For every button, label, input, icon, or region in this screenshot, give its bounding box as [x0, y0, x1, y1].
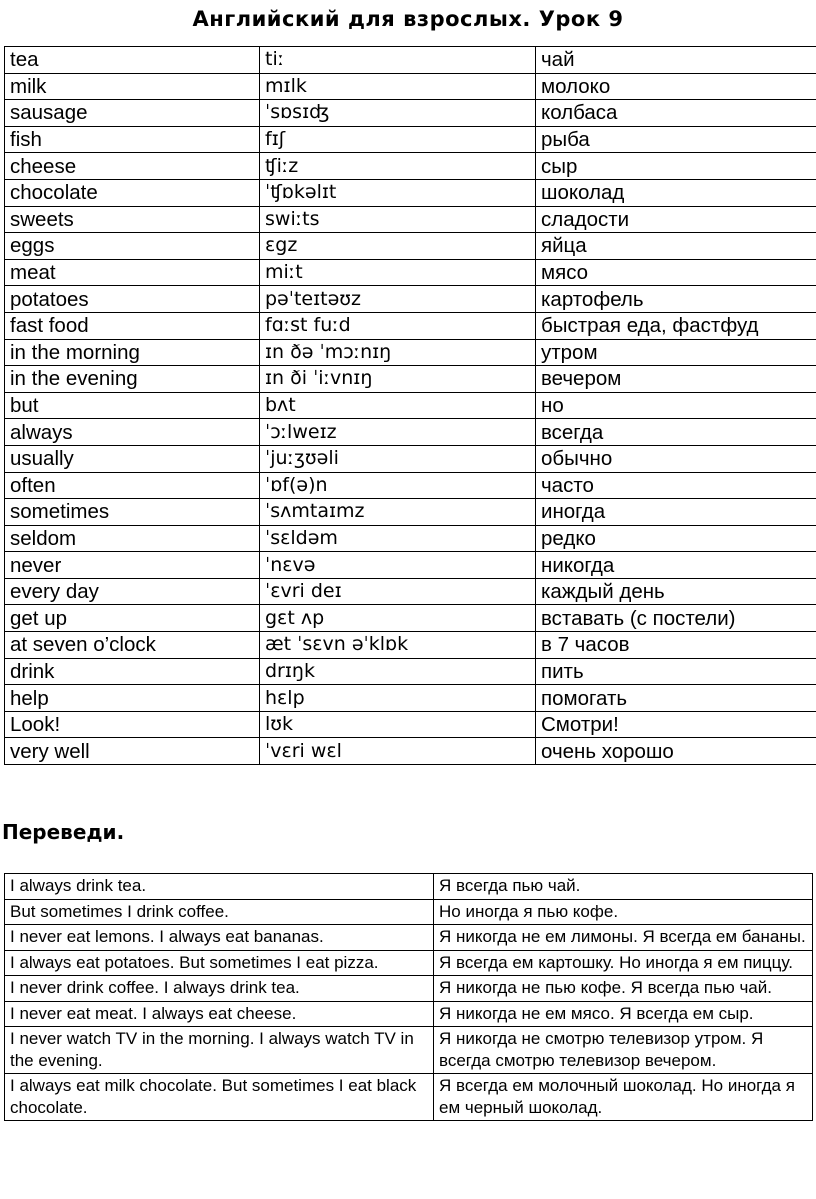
- vocab-english: sometimes: [5, 499, 260, 526]
- vocab-transcription: ˈsɒsɪʤ: [260, 100, 536, 127]
- vocab-russian: обычно: [536, 445, 816, 472]
- vocab-russian: шоколад: [536, 179, 816, 206]
- vocab-english: sausage: [5, 100, 260, 127]
- vocab-transcription: ˈɛvri deɪ: [260, 578, 536, 605]
- vocab-russian: редко: [536, 525, 816, 552]
- sentence-russian: Я никогда не ем лимоны. Я всегда ем бананы.: [434, 925, 813, 951]
- vocab-transcription: ʧiːz: [260, 153, 536, 180]
- vocab-russian: вечером: [536, 366, 816, 393]
- vocab-row: [5, 100, 816, 127]
- vocab-row: [5, 366, 816, 393]
- vocab-russian: Смотри!: [536, 711, 816, 738]
- vocab-transcription: ˈʧɒkəlɪt: [260, 179, 536, 206]
- sentence-russian: Я всегда ем картошку. Но иногда я ем пиццу.: [434, 950, 813, 976]
- sentence-russian: Я всегда пью чай.: [434, 874, 813, 900]
- vocab-row: [5, 153, 816, 180]
- vocab-transcription: ɪn ði ˈiːvnɪŋ: [260, 366, 536, 393]
- vocab-row: [5, 472, 816, 499]
- vocab-row: [5, 685, 816, 712]
- vocab-english: drink: [5, 658, 260, 685]
- vocab-row: [5, 738, 816, 765]
- vocab-transcription: æt ˈsɛvn əˈklɒk: [260, 632, 536, 659]
- vocabulary-table-body: [5, 47, 816, 765]
- vocab-transcription: ɪn ðə ˈmɔːnɪŋ: [260, 339, 536, 366]
- vocab-transcription: fɪʃ: [260, 126, 536, 153]
- vocab-transcription: mɪlk: [260, 73, 536, 100]
- vocab-transcription: drɪŋk: [260, 658, 536, 685]
- vocab-row: [5, 578, 816, 605]
- vocab-english: in the evening: [5, 366, 260, 393]
- translation-row: [5, 1074, 813, 1121]
- sentence-russian: Я никогда не пью кофе. Я всегда пью чай.: [434, 976, 813, 1002]
- vocab-russian: но: [536, 392, 816, 419]
- vocab-row: [5, 711, 816, 738]
- vocab-english: fast food: [5, 312, 260, 339]
- vocab-row: [5, 525, 816, 552]
- vocab-transcription: pəˈteɪtəʊz: [260, 286, 536, 313]
- vocab-row: [5, 632, 816, 659]
- vocab-english: in the morning: [5, 339, 260, 366]
- vocab-russian: быстрая еда, фастфуд: [536, 312, 816, 339]
- vocab-english: but: [5, 392, 260, 419]
- vocab-english: often: [5, 472, 260, 499]
- vocab-transcription: ˈvɛri wɛl: [260, 738, 536, 765]
- vocab-russian: рыба: [536, 126, 816, 153]
- vocab-russian: в 7 часов: [536, 632, 816, 659]
- vocab-transcription: gɛt ʌp: [260, 605, 536, 632]
- vocabulary-table: [4, 46, 816, 765]
- vocab-english: usually: [5, 445, 260, 472]
- vocab-russian: всегда: [536, 419, 816, 446]
- vocab-russian: пить: [536, 658, 816, 685]
- vocab-russian: сыр: [536, 153, 816, 180]
- vocab-row: [5, 233, 816, 260]
- translation-row: [5, 976, 813, 1002]
- page-title: Английский для взрослых. Урок 9: [192, 7, 624, 31]
- vocab-row: [5, 73, 816, 100]
- vocab-transcription: ˈsʌmtaɪmz: [260, 499, 536, 526]
- vocab-english: cheese: [5, 153, 260, 180]
- translation-table-body: [5, 874, 813, 1121]
- sentence-english: But sometimes I drink coffee.: [5, 899, 434, 925]
- vocab-english: every day: [5, 578, 260, 605]
- vocab-english: potatoes: [5, 286, 260, 313]
- vocab-russian: часто: [536, 472, 816, 499]
- vocab-russian: колбаса: [536, 100, 816, 127]
- vocab-russian: иногда: [536, 499, 816, 526]
- translation-row: [5, 1027, 813, 1074]
- vocab-row: [5, 419, 816, 446]
- exercise-title: Переведи.: [2, 820, 125, 844]
- sentence-english: I never eat meat. I always eat cheese.: [5, 1001, 434, 1027]
- vocab-english: chocolate: [5, 179, 260, 206]
- translation-row: [5, 874, 813, 900]
- vocab-transcription: lʊk: [260, 711, 536, 738]
- vocab-english: meat: [5, 259, 260, 286]
- sentence-english: I never drink coffee. I always drink tea.: [5, 976, 434, 1002]
- vocab-english: sweets: [5, 206, 260, 233]
- vocab-transcription: tiː: [260, 47, 536, 74]
- vocab-english: always: [5, 419, 260, 446]
- vocab-row: [5, 605, 816, 632]
- vocab-row: [5, 286, 816, 313]
- vocab-russian: очень хорошо: [536, 738, 816, 765]
- vocab-russian: утром: [536, 339, 816, 366]
- vocab-russian: яйца: [536, 233, 816, 260]
- sentence-english: I always eat potatoes. But sometimes I eat pizza.: [5, 950, 434, 976]
- vocab-row: [5, 392, 816, 419]
- vocab-english: very well: [5, 738, 260, 765]
- vocab-row: [5, 499, 816, 526]
- vocab-english: help: [5, 685, 260, 712]
- vocab-transcription: hɛlp: [260, 685, 536, 712]
- vocab-english: milk: [5, 73, 260, 100]
- vocab-russian: чай: [536, 47, 816, 74]
- vocab-english: at seven o’clock: [5, 632, 260, 659]
- vocab-english: get up: [5, 605, 260, 632]
- vocab-transcription: ˈjuːʒʊəli: [260, 445, 536, 472]
- vocab-row: [5, 339, 816, 366]
- vocab-row: [5, 658, 816, 685]
- vocab-english: eggs: [5, 233, 260, 260]
- vocab-transcription: swiːts: [260, 206, 536, 233]
- vocab-russian: каждый день: [536, 578, 816, 605]
- vocab-row: [5, 126, 816, 153]
- vocab-english: Look!: [5, 711, 260, 738]
- vocab-transcription: ˈɒf(ə)n: [260, 472, 536, 499]
- sentence-english: I always drink tea.: [5, 874, 434, 900]
- vocab-russian: молоко: [536, 73, 816, 100]
- sentence-russian: Я никогда не смотрю телевизор утром. Я всегда смотрю телевизор вечером.: [434, 1027, 813, 1074]
- vocab-row: [5, 312, 816, 339]
- vocab-transcription: bʌt: [260, 392, 536, 419]
- vocab-row: [5, 47, 816, 74]
- vocab-russian: мясо: [536, 259, 816, 286]
- translation-table: [4, 873, 813, 1121]
- sentence-english: I never eat lemons. I always eat bananas.: [5, 925, 434, 951]
- vocab-transcription: ˈnɛvə: [260, 552, 536, 579]
- vocab-russian: никогда: [536, 552, 816, 579]
- vocab-transcription: fɑːst fuːd: [260, 312, 536, 339]
- sentence-russian: Я всегда ем молочный шоколад. Но иногда я ем черный шоколад.: [434, 1074, 813, 1121]
- translation-row: [5, 925, 813, 951]
- vocab-row: [5, 259, 816, 286]
- vocab-transcription: ˈsɛldəm: [260, 525, 536, 552]
- vocab-row: [5, 206, 816, 233]
- vocab-russian: помогать: [536, 685, 816, 712]
- vocab-transcription: miːt: [260, 259, 536, 286]
- translation-row: [5, 899, 813, 925]
- translation-row: [5, 950, 813, 976]
- sentence-russian: Я никогда не ем мясо. Я всегда ем сыр.: [434, 1001, 813, 1027]
- vocab-row: [5, 445, 816, 472]
- vocab-russian: сладости: [536, 206, 816, 233]
- vocab-row: [5, 179, 816, 206]
- sentence-english: I never watch TV in the morning. I always watch TV in the evening.: [5, 1027, 434, 1074]
- vocab-english: fish: [5, 126, 260, 153]
- translation-row: [5, 1001, 813, 1027]
- sentence-english: I always eat milk chocolate. But sometimes I eat black chocolate.: [5, 1074, 434, 1121]
- vocab-russian: картофель: [536, 286, 816, 313]
- vocab-english: seldom: [5, 525, 260, 552]
- vocab-transcription: ɛgz: [260, 233, 536, 260]
- vocab-english: tea: [5, 47, 260, 74]
- vocab-russian: вставать (с постели): [536, 605, 816, 632]
- vocab-english: never: [5, 552, 260, 579]
- vocab-row: [5, 552, 816, 579]
- vocab-transcription: ˈɔːlweɪz: [260, 419, 536, 446]
- sentence-russian: Но иногда я пью кофе.: [434, 899, 813, 925]
